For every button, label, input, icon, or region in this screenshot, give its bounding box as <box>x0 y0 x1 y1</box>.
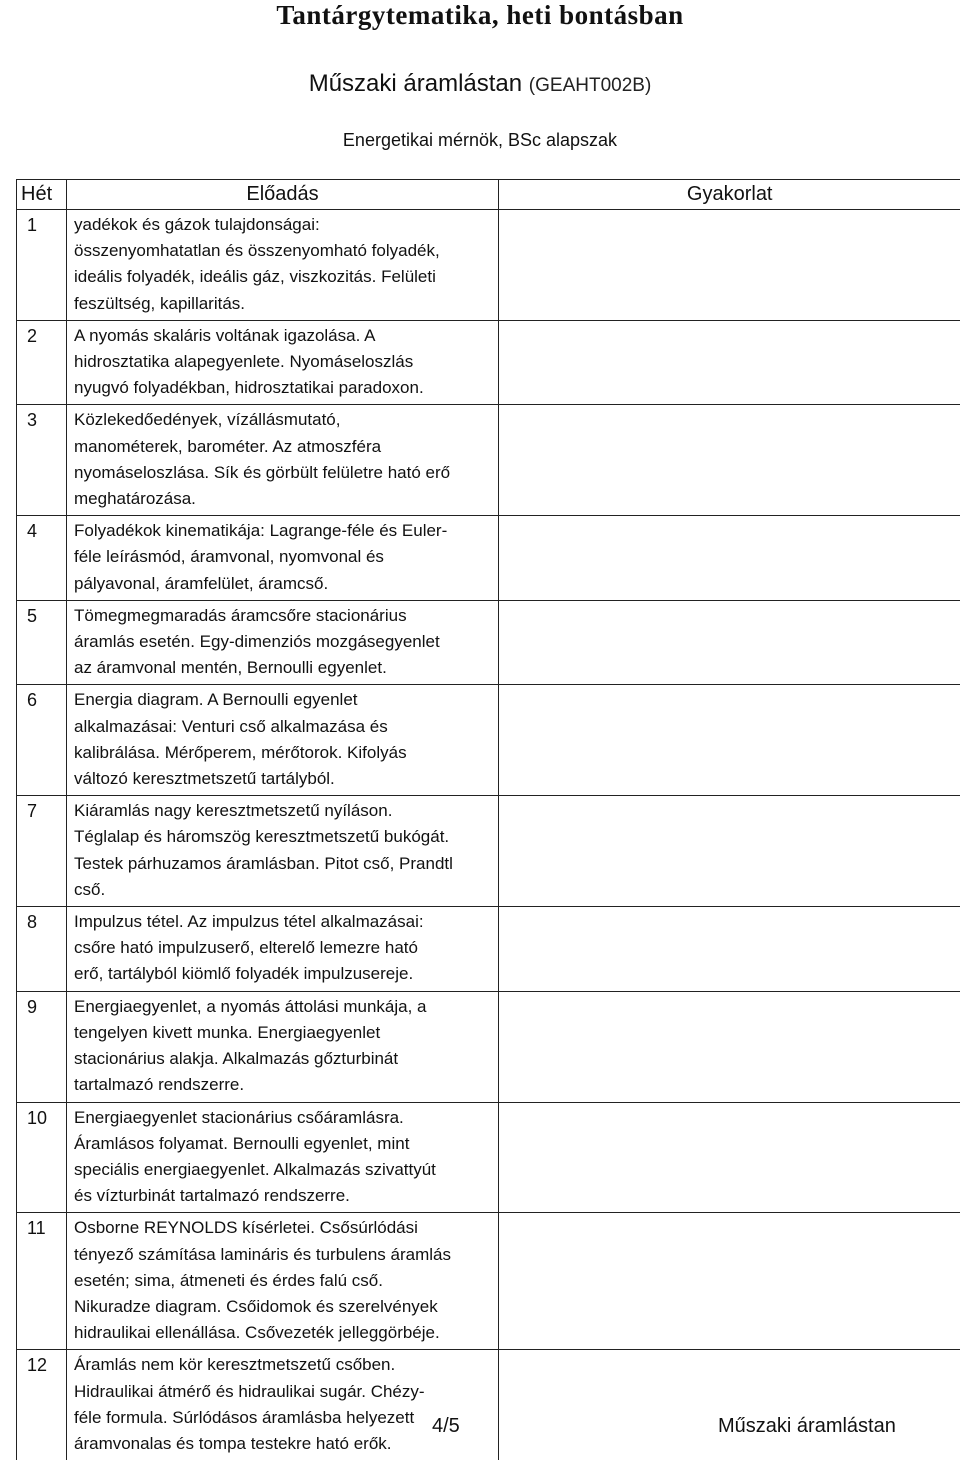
lecture-line: hidraulikai ellenállása. Csővezeték jelleggörbéje. <box>74 1320 492 1346</box>
lecture-line: feszültség, kapillaritás. <box>74 291 492 317</box>
practice-topic <box>499 320 960 405</box>
lecture-line: nyomáseloszlása. Sík és görbült felületre ható erő <box>74 460 492 486</box>
lecture-line: Közlekedőedények, vízállásmutató, <box>74 407 492 433</box>
week-number: 1 <box>17 210 67 321</box>
table-row <box>17 516 960 601</box>
lecture-line: alkalmazásai: Venturi cső alkalmazása és <box>74 714 492 740</box>
practice-topic <box>499 210 960 321</box>
lecture-topic <box>67 516 499 601</box>
lecture-line: Energiaegyenlet, a nyomás áttolási munkája, a <box>74 994 492 1020</box>
lecture-line: tengelyen kivett munka. Energiaegyenlet <box>74 1020 492 1046</box>
practice-topic <box>499 516 960 601</box>
lecture-line: féle leírásmód, áramvonal, nyomvonal és <box>74 544 492 570</box>
practice-topic <box>499 1213 960 1350</box>
practice-topic <box>499 991 960 1102</box>
practice-topic <box>499 1350 960 1460</box>
lecture-line: áramvonalas és tompa testekre ható erők. <box>74 1431 492 1457</box>
lecture-line: Nikuradze diagram. Csőidomok és szerelvények <box>74 1294 492 1320</box>
week-number: 3 <box>17 405 67 516</box>
document-title: Tantárgytematika, heti bontásban <box>0 0 960 30</box>
practice-topic <box>499 1102 960 1213</box>
lecture-line: speciális energiaegyenlet. Alkalmazás szivattyút <box>74 1157 492 1183</box>
week-number: 4 <box>17 516 67 601</box>
lecture-topic <box>67 600 499 685</box>
column-header-week: Hét <box>17 180 67 210</box>
lecture-topic <box>67 1102 499 1213</box>
week-number: 5 <box>17 600 67 685</box>
lecture-line: Energia diagram. A Bernoulli egyenlet <box>74 687 492 713</box>
lecture-line: csőre ható impulzuserő, elterelő lemezre ható <box>74 935 492 961</box>
lecture-topic <box>67 320 499 405</box>
lecture-line: Impulzus tétel. Az impulzus tétel alkalmazásai: <box>74 909 492 935</box>
column-header-practice: Gyakorlat <box>499 180 960 210</box>
table-row <box>17 320 960 405</box>
lecture-line: változó keresztmetszetű tartályból. <box>74 766 492 792</box>
lecture-line: áramlás esetén. Egy-dimenziós mozgásegyenlet <box>74 629 492 655</box>
lecture-line: hidrosztatika alapegyenlete. Nyomáseloszlás <box>74 349 492 375</box>
table-header-row <box>17 180 960 210</box>
week-number: 8 <box>17 907 67 992</box>
lecture-line: féle formula. Súrlódásos áramlásba helyezett <box>74 1405 492 1431</box>
lecture-line: stacionárius alakja. Alkalmazás gőzturbinát <box>74 1046 492 1072</box>
lecture-line: Téglalap és háromszög keresztmetszetű bukógát. <box>74 824 492 850</box>
lecture-line: cső. <box>74 877 492 903</box>
lecture-topic <box>67 685 499 796</box>
lecture-line: Testek párhuzamos áramlásban. Pitot cső, Prandtl <box>74 851 492 877</box>
table-row <box>17 796 960 907</box>
week-number: 6 <box>17 685 67 796</box>
lecture-topic <box>67 991 499 1102</box>
week-number: 12 <box>17 1350 67 1460</box>
course-name: Műszaki áramlástan <box>309 70 522 97</box>
table-row <box>17 210 960 321</box>
lecture-line: pályavonal, áramfelület, áramcső. <box>74 571 492 597</box>
lecture-topic <box>67 405 499 516</box>
week-number: 7 <box>17 796 67 907</box>
lecture-line: Hidraulikai átmérő és hidraulikai sugár. Chézy- <box>74 1379 492 1405</box>
lecture-line: Áramlás nem kör keresztmetszetű csőben. <box>74 1352 492 1378</box>
lecture-line: Osborne REYNOLDS kísérletei. Csősúrlódási <box>74 1215 492 1241</box>
table-row <box>17 907 960 992</box>
lecture-line: esetén; sima, átmeneti és érdes falú cső. <box>74 1268 492 1294</box>
week-number: 10 <box>17 1102 67 1213</box>
practice-topic <box>499 796 960 907</box>
table-row <box>17 685 960 796</box>
lecture-line: A nyomás skaláris voltának igazolása. A <box>74 323 492 349</box>
lecture-line: manométerek, barométer. Az atmoszféra <box>74 434 492 460</box>
table-row <box>17 1102 960 1213</box>
column-header-lecture: Előadás <box>67 180 499 210</box>
course-code: (GEAHT002B) <box>529 75 651 96</box>
lecture-topic <box>67 796 499 907</box>
lecture-line: Tömegmegmaradás áramcsőre stacionárius <box>74 603 492 629</box>
lecture-line: kalibrálása. Mérőperem, mérőtorok. Kifolyás <box>74 740 492 766</box>
lecture-line: Kiáramlás nagy keresztmetszetű nyíláson. <box>74 798 492 824</box>
table-row <box>17 405 960 516</box>
practice-topic <box>499 907 960 992</box>
lecture-line: nyugvó folyadékban, hidrosztatikai paradoxon. <box>74 375 492 401</box>
lecture-line: Áramlásos folyamat. Bernoulli egyenlet, mint <box>74 1131 492 1157</box>
schedule-table <box>16 179 960 1460</box>
table-row <box>17 600 960 685</box>
lecture-line: és vízturbinát tartalmazó rendszerre. <box>74 1183 492 1209</box>
week-number: 9 <box>17 991 67 1102</box>
practice-topic <box>499 685 960 796</box>
footer-course-name: Műszaki áramlástan <box>718 1413 896 1439</box>
lecture-line: az áramvonal mentén, Bernoulli egyenlet. <box>74 655 492 681</box>
lecture-topic <box>67 210 499 321</box>
lecture-line: Folyadékok kinematikája: Lagrange-féle és Euler- <box>74 518 492 544</box>
lecture-line: meghatározása. <box>74 486 492 512</box>
lecture-line: tartalmazó rendszerre. <box>74 1072 492 1098</box>
week-number: 11 <box>17 1213 67 1350</box>
lecture-line: erő, tartályból kiömlő folyadék impulzusereje. <box>74 961 492 987</box>
table-row <box>17 1350 960 1460</box>
lecture-topic <box>67 1213 499 1350</box>
table-row <box>17 1213 960 1350</box>
week-number: 2 <box>17 320 67 405</box>
practice-topic <box>499 600 960 685</box>
lecture-line: tényező számítása lamináris és turbulens áramlás <box>74 1242 492 1268</box>
lecture-line: összenyomhatatlan és összenyomható folyadék, <box>74 238 492 264</box>
lecture-line: yadékok és gázok tulajdonságai: <box>74 212 492 238</box>
lecture-topic <box>67 907 499 992</box>
table-row <box>17 991 960 1102</box>
lecture-topic <box>67 1350 499 1460</box>
lecture-line: ideális folyadék, ideális gáz, viszkozitás. Felületi <box>74 264 492 290</box>
page-number: 4/5 <box>432 1413 460 1439</box>
program-name: Energetikai mérnök, BSc alapszak <box>0 128 960 152</box>
schedule-body <box>17 210 960 1460</box>
lecture-line: Energiaegyenlet stacionárius csőáramlásra. <box>74 1105 492 1131</box>
practice-topic <box>499 405 960 516</box>
course-heading <box>0 69 960 101</box>
